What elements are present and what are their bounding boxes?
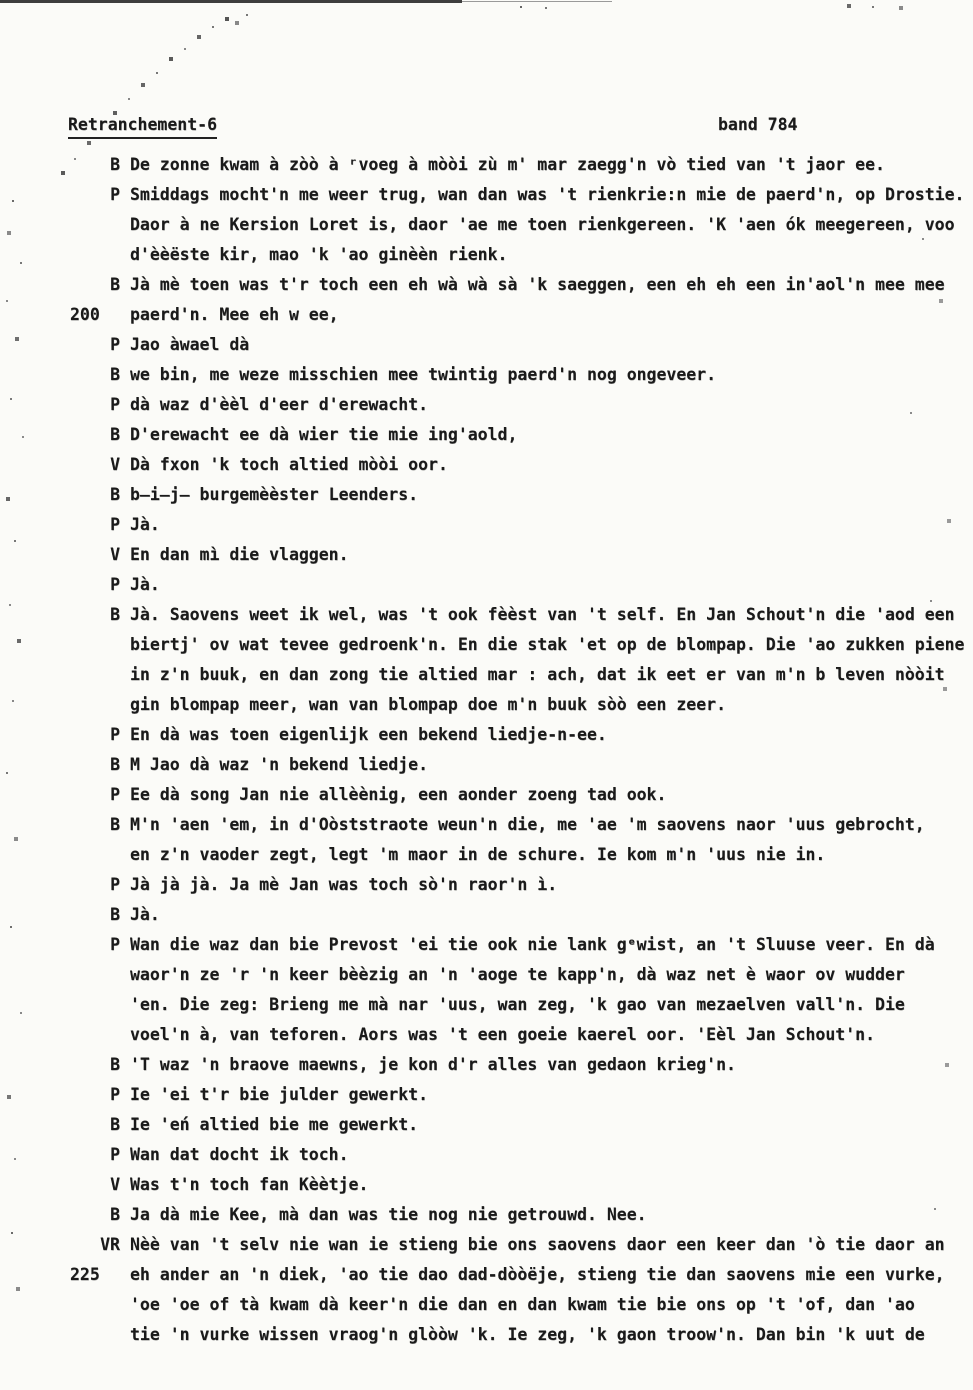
speaker-label: B (110, 755, 120, 774)
transcript-line (0, 1230, 973, 1260)
speaker-label: VR (100, 1235, 120, 1254)
line-text: waor'n ze 'r 'n keer bèèzig an 'n 'aoge te kapp'n, dà waz net è waor ov wudder (130, 965, 905, 984)
transcript-line (0, 1320, 973, 1350)
band-label: band 784 (718, 115, 798, 134)
line-text: voel'n à, van teforen. Aors was 't een goeie kaerel oor. 'Eèl Jan Schout'n. (130, 1025, 876, 1044)
line-text: Nèè van 't selv nie wan ie stieng bie ons saovens daor een keer dan 'ò tie daor an (130, 1235, 945, 1254)
line-text: Jao àwael dà (130, 335, 250, 354)
speaker-label: P (110, 395, 120, 414)
transcript-line (0, 150, 973, 180)
speaker-label: P (110, 515, 120, 534)
line-text: Jà. (130, 575, 160, 594)
line-text: Wan die waz dan bie Prevost 'ei tie ook nie lank gᵉwist, an 't Sluuse veer. En dà (130, 935, 935, 954)
line-text: M'n 'aen 'em, in d'Oòststraote weun'n die, me 'ae 'm saovens naor 'uus gebrocht, (130, 815, 925, 834)
scan-artifact-top-edge-faint (462, 1, 612, 2)
transcript-line (0, 210, 973, 240)
transcript-line (0, 390, 973, 420)
transcript-line (0, 930, 973, 960)
transcript-line (0, 750, 973, 780)
transcript-line (0, 900, 973, 930)
speaker-label: B (110, 1055, 120, 1074)
transcript-line (0, 450, 973, 480)
line-text: b̶i̶j̶ burgemèèster Leenders. (130, 485, 419, 504)
speaker-label: P (110, 935, 120, 954)
transcript-line (0, 1260, 973, 1290)
line-text: en z'n vaoder zegt, legt 'm maor in de schure. Ie kom m'n 'uus nie in. (130, 845, 826, 864)
transcript-line (0, 960, 973, 990)
margin-line-number: 200 (70, 305, 100, 324)
transcript-line (0, 540, 973, 570)
line-text: Jà. (130, 515, 160, 534)
transcript-line (0, 690, 973, 720)
line-text: Wan dat docht ik toch. (130, 1145, 349, 1164)
transcript-line (0, 1080, 973, 1110)
document-header (0, 114, 973, 140)
scan-artifact-diagonal-streak-specks (0, 0, 2, 2)
scan-artifact-top-edge (0, 0, 462, 3)
line-text: 'oe 'oe of tà kwam dà keer'n die dan en dan kwam tie bie ons op 't 'of, dan 'ao (130, 1295, 915, 1314)
speaker-label: P (110, 1085, 120, 1104)
line-text: Jà mè toen was t'r toch een eh wà wà sà 'k saeggen, een eh eh een in'aol'n mee mee (130, 275, 945, 294)
speaker-label: P (110, 875, 120, 894)
speaker-label: B (110, 485, 120, 504)
transcript-line (0, 990, 973, 1020)
line-text: Ee dà song Jan nie allèènig, een aonder zoeng tad ook. (130, 785, 667, 804)
transcript-line (0, 360, 973, 390)
speaker-label: B (110, 1205, 120, 1224)
line-text: En dà was toen eigenlijk een bekend liedje-n-ee. (130, 725, 607, 744)
line-text: Was t'n toch fan Kèètje. (130, 1175, 369, 1194)
transcript-line (0, 780, 973, 810)
line-text: in z'n buuk, en dan zong tie altied mar : ach, dat ik eet er van m'n b leven nòòit (130, 665, 945, 684)
line-text: En dan mì die vlaggen. (130, 545, 349, 564)
speaker-label: P (110, 335, 120, 354)
transcript-line (0, 1140, 973, 1170)
transcript-line (0, 1200, 973, 1230)
speaker-label: B (110, 275, 120, 294)
margin-line-number: 225 (70, 1265, 100, 1284)
transcript-line (0, 1020, 973, 1050)
transcript-line (0, 300, 973, 330)
line-text: Jà. (130, 905, 160, 924)
line-text: Jà jà jà. Ja mè Jan was toch sò'n raor'n ì. (130, 875, 558, 894)
line-text: Daor à ne Kersion Loret is, daor 'ae me toen rienkgereen. 'K 'aen ók meegereen, voo (130, 215, 955, 234)
transcript-line (0, 480, 973, 510)
line-text: Jà. Saovens weet ik wel, was 't ook fèèst van 't self. En Jan Schout'n die 'aod een (130, 605, 955, 624)
transcript-line (0, 1290, 973, 1320)
speaker-label: B (110, 815, 120, 834)
speaker-label: P (110, 725, 120, 744)
transcript-line (0, 1170, 973, 1200)
line-text: 'en. Die zeg: Brieng me mà nar 'uus, wan zeg, 'k gao van mezaelven vall'n. Die (130, 995, 905, 1014)
transcript-line (0, 660, 973, 690)
line-text: Dà fxon 'k toch altied mòòi oor. (130, 455, 448, 474)
transcript-line (0, 510, 973, 540)
line-text: Smiddags mocht'n me weer trug, wan dan was 't rienkrie:n mie de paerd'n, op Drostie. (130, 185, 965, 204)
line-text: paerd'n. Mee eh w ee, (130, 305, 339, 324)
transcript-line (0, 630, 973, 660)
transcript-line (0, 570, 973, 600)
transcript-line (0, 870, 973, 900)
line-text: eh ander an 'n diek, 'ao tie dao dad-dòòëje, stieng tie dan saovens mie een vurke, (130, 1265, 945, 1284)
line-text: M Jao dà waz 'n bekend liedje. (130, 755, 429, 774)
line-text: 'T waz 'n braove maewns, je kon d'r alles van gedaon krieg'n. (130, 1055, 736, 1074)
transcript-line (0, 180, 973, 210)
line-text: De zonne kwam à zòò à ʳvoeg à mòòi zù m' mar zaegg'n vò tied van 't jaor ee. (130, 155, 885, 174)
transcript-line (0, 840, 973, 870)
transcript-line (0, 270, 973, 300)
transcript-line (0, 720, 973, 750)
line-text: d'èèëste kir, mao 'k 'ao ginèèn rienk. (130, 245, 508, 264)
transcript-line (0, 810, 973, 840)
transcript-line (0, 240, 973, 270)
line-text: Ie 'eń altied bie me gewerkt. (130, 1115, 419, 1134)
speaker-label: B (110, 365, 120, 384)
page-title: Retranchement-6 (68, 114, 217, 139)
line-text: gin blompap meer, wan van blompap doe m'n buuk sòò een zeer. (130, 695, 727, 714)
transcript-line (0, 420, 973, 450)
speaker-label: P (110, 575, 120, 594)
speaker-label: V (110, 1175, 120, 1194)
line-text: tie 'n vurke wissen vraog'n glòòw 'k. Ie zeg, 'k gaon troow'n. Dan bin 'k uut de (130, 1325, 925, 1344)
line-text: we bin, me weze misschien mee twintig paerd'n nog ongeveer. (130, 365, 717, 384)
speaker-label: P (110, 1145, 120, 1164)
line-text: Ja dà mie Kee, mà dan was tie nog nie getrouwd. Nee. (130, 1205, 647, 1224)
transcript-line (0, 330, 973, 360)
speaker-label: B (110, 605, 120, 624)
speaker-label: V (110, 455, 120, 474)
speaker-label: V (110, 545, 120, 564)
line-text: Ie 'ei t'r bie julder gewerkt. (130, 1085, 429, 1104)
speaker-label: B (110, 905, 120, 924)
transcript-body (0, 150, 973, 1350)
line-text: biertj' ov wat tevee gedroenk'n. En die stak 'et op de blompap. Die 'ao zukken piene (130, 635, 965, 654)
speaker-label: P (110, 185, 120, 204)
speaker-label: P (110, 785, 120, 804)
speaker-label: B (110, 1115, 120, 1134)
line-text: dà waz d'èèl d'eer d'erewacht. (130, 395, 429, 414)
line-text: D'erewacht ee dà wier tie mie ing'aold, (130, 425, 518, 444)
transcript-line (0, 1050, 973, 1080)
transcript-line (0, 1110, 973, 1140)
transcript-line (0, 600, 973, 630)
speaker-label: B (110, 425, 120, 444)
speaker-label: B (110, 155, 120, 174)
